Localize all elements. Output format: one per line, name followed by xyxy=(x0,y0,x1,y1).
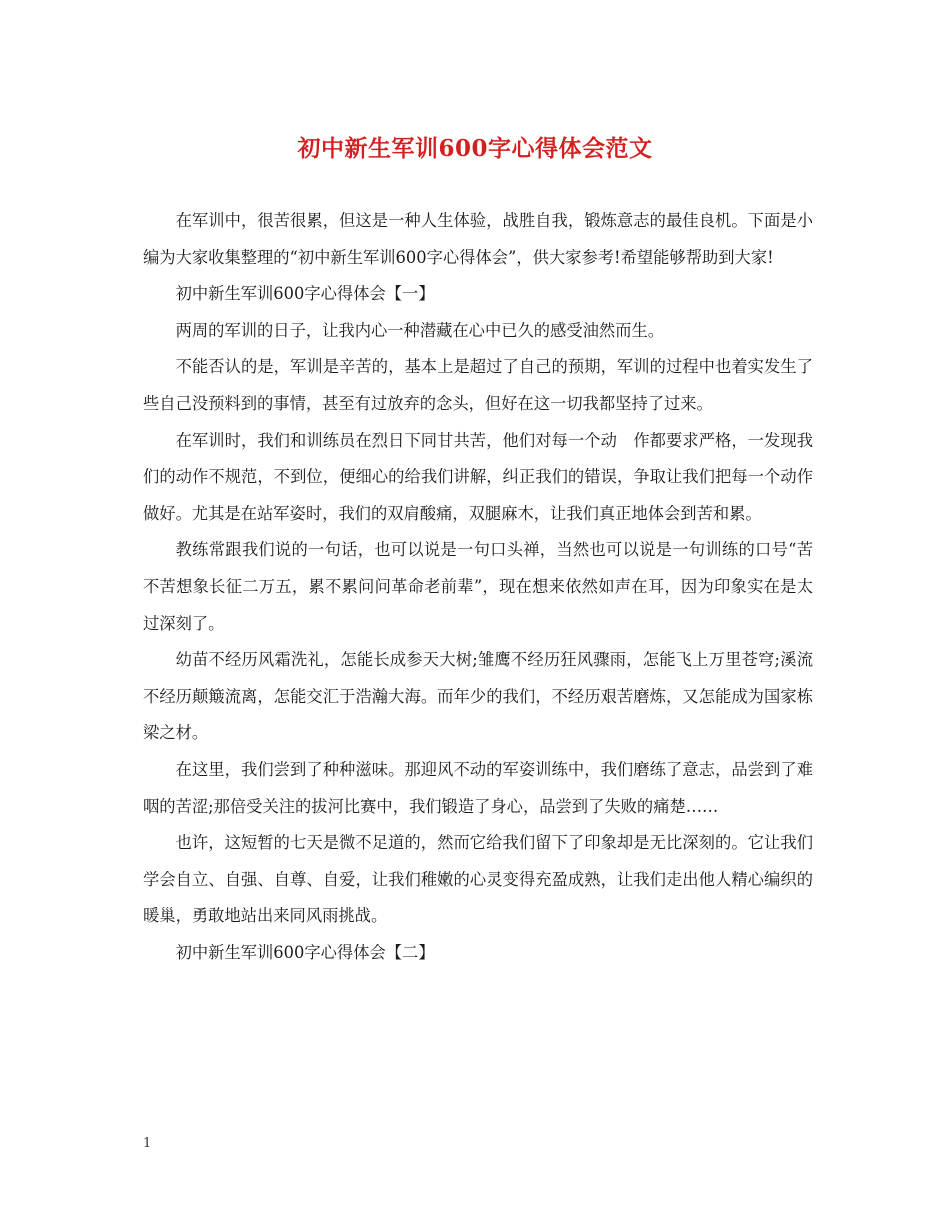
section-heading-1: 初中新生军训600字心得体会【一】 xyxy=(175,284,435,304)
paragraph: 幼苗不经历风霜洗礼，怎能长成参天大树;雏鹰不经历狂风骤雨，怎能飞上万里苍穹;溪流不经历颠簸流离，怎能交汇于浩瀚大海。而年少的我们，不经历艰苦磨炼，又怎能成为国家栋梁之材。 xyxy=(143,650,813,743)
paragraph: 也许，这短暂的七天是微不足道的，然而它给我们留下了印象却是无比深刻的。它让我们学会自立、自强、自尊、自爱，让我们稚嫩的心灵变得充盈成熟，让我们走出他人精心编织的暖巢，勇敢地站出来同风雨挑战。 xyxy=(143,833,813,926)
paragraph-intro: 在军训中，很苦很累，但这是一种人生体验，战胜自我，锻炼意志的最佳良机。下面是小编为大家收集整理的“初中新生军训600字心得体会”，供大家参考!希望能够帮助到大家! xyxy=(143,211,813,267)
paragraph: 在军训时，我们和训练员在烈日下同甘共苦，他们对每一个动 作都要求严格，一发现我们的动作不规范，不到位，便细心的给我们讲解，纠正我们的错误，争取让我们把每一个动作做好。尤其是在站军姿时，我们的双肩酸痛，双腿麻木，让我们真正地体会到苦和累。 xyxy=(143,430,813,523)
paragraph: 不能否认的是，军训是辛苦的，基本上是超过了自己的预期，军训的过程中也着实发生了些自己没预料到的事情，甚至有过放弃的念头，但好在这一切我都坚持了过来。 xyxy=(143,357,813,413)
paragraph: 教练常跟我们说的一句话，也可以说是一句口头禅，当然也可以说是一句训练的口号“苦不苦想象长征二万五，累不累问问革命老前辈”，现在想来依然如声在耳，因为印象实在是太过深刻了。 xyxy=(143,540,813,633)
document-body xyxy=(143,203,813,971)
page-number: 1 xyxy=(143,1136,152,1151)
paragraph: 在这里，我们尝到了种种滋味。那迎风不动的军姿训练中，我们磨练了意志，品尝到了难咽的苦涩;那倍受关注的拔河比赛中，我们锻造了身心，品尝到了失败的痛楚…… xyxy=(143,759,813,816)
document-title: 初中新生军训600字心得体会范文 xyxy=(297,135,653,162)
paragraph: 两周的军训的日子，让我内心一种潜藏在心中已久的感受油然而生。 xyxy=(175,320,665,340)
section-heading-2: 初中新生军训600字心得体会【二】 xyxy=(175,942,435,962)
